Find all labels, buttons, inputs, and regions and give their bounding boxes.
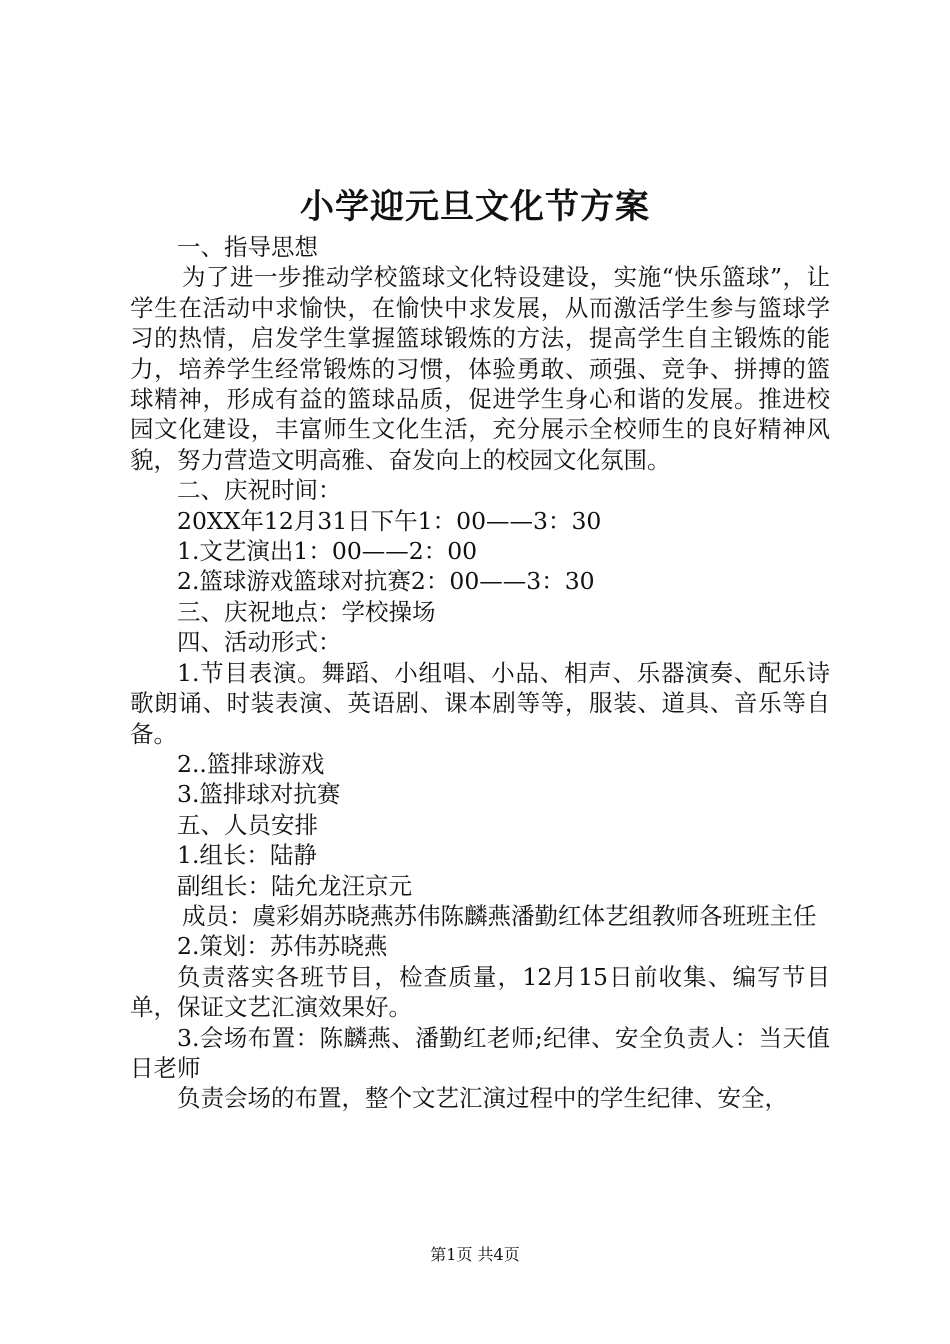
section-heading: 五、人员安排: [177, 810, 318, 839]
body-line: 20XX年12月31日下午1：00——3：30: [177, 506, 602, 535]
body-paragraph: 3.会场布置：陈麟燕、潘勤红老师;纪律、安全负责人：当天值日老师: [130, 1023, 830, 1082]
body-line: 2.篮球游戏篮球对抗赛2：00——3：30: [177, 567, 595, 596]
section-heading: 一、指导思想: [177, 233, 318, 261]
body-line: 2.策划：苏伟苏晓燕: [177, 932, 388, 961]
page-footer: 第1页 共4页: [430, 1245, 520, 1264]
document-body: [130, 232, 830, 1114]
body-line: 1.组长：陆静: [177, 841, 317, 870]
section-heading: 四、活动形式：: [177, 628, 342, 657]
body-paragraph: 成员：虞彩娟苏晓燕苏伟陈麟燕潘勤红体艺组教师各班班主任: [182, 901, 817, 930]
body-line: 副组长：陆允龙汪京元: [177, 871, 412, 900]
body-line: 3.篮排球对抗赛: [177, 780, 341, 809]
body-paragraph: 负责会场的布置，整个文艺汇演过程中的学生纪律、安全，: [177, 1084, 788, 1113]
body-line: 1.文艺演出1：00——2：00: [177, 537, 478, 566]
document-title: 小学迎元旦文化节方案: [300, 187, 650, 227]
body-line: 2..篮排球游戏: [177, 749, 325, 778]
body-paragraph: 负责落实各班节目，检查质量，12月15日前收集、编写节目单，保证文艺汇演效果好。: [130, 962, 830, 1022]
body-paragraph: 为了进一步推动学校篮球文化特设建设，实施“快乐篮球”，让学生在活动中求愉快，在愉快中求发展，从而激活学生参与篮球学习的热情，启发学生掌握篮球锻炼的方法，提高学生自主锻炼的能力，培养学生经常锻炼的习惯，体验勇敢、顽强、竞争、拼搏的篮球精神，形成有益的篮球品质，促进学生身心和谐的发展。推进校园文化建设，丰富师生文化生活，充分展示全校师生的良好精神风貌，努力营造文明高雅、奋发向上的校园文化氛围。: [130, 263, 830, 474]
section-heading: 二、庆祝时间：: [177, 476, 342, 505]
body-paragraph: 1.节目表演。舞蹈、小组唱、小品、相声、乐器演奏、配乐诗歌朗诵、时装表演、英语剧、课本剧等等，服装、道具、音乐等自备。: [130, 658, 830, 748]
section-heading: 三、庆祝地点：学校操场: [177, 597, 436, 626]
